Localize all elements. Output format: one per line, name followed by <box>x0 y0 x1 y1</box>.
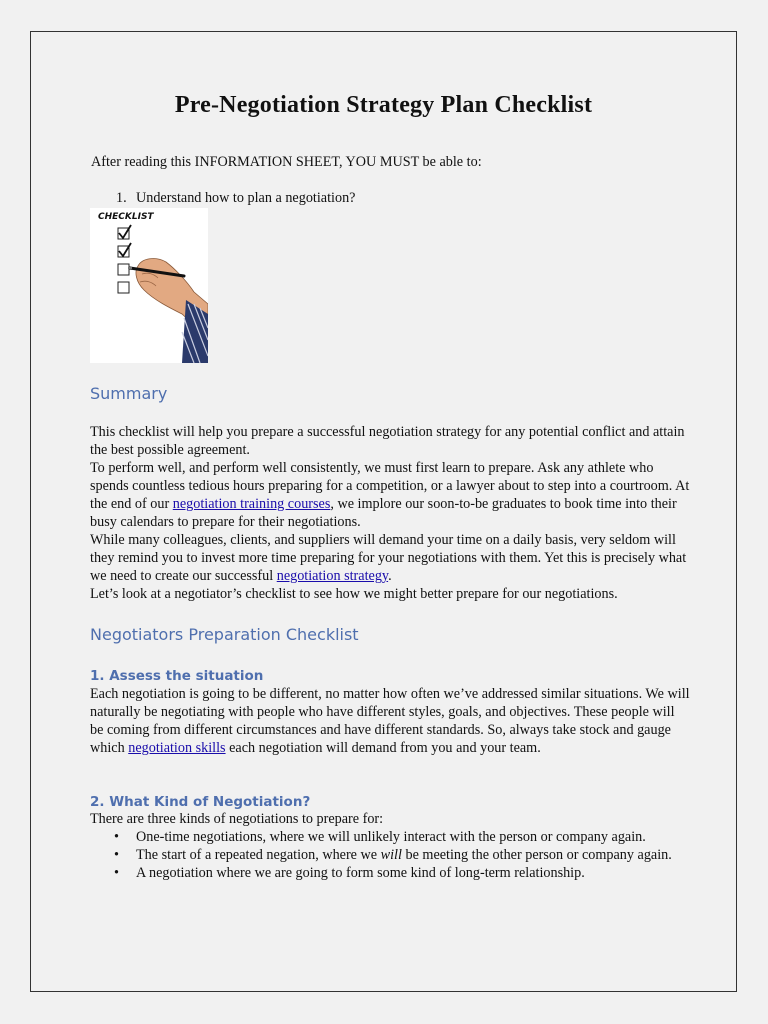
objective-text: Understand how to plan a negotiation? <box>136 190 356 206</box>
bullet-icon: • <box>114 829 119 845</box>
summary-paragraph: Let’s look at a negotiator’s checklist to see how we might better prepare for our negotiations. <box>90 586 618 602</box>
checklist-heading: Negotiators Preparation Checklist <box>90 625 359 644</box>
summary-heading: Summary <box>90 384 168 403</box>
assess-paragraph: Each negotiation is going to be different, no matter how often we’ve addressed similar situations. We will naturally be negotiating with people who have different styles, goals, and objectives. These people will be coming from different circumstances and have different standards. So, always take stock and gauge which negotiation skills each negotiation will demand from you and your team. <box>90 686 690 756</box>
bullet-icon: • <box>114 865 119 881</box>
kinds-intro: There are three kinds of negotiations to prepare for: <box>90 811 384 827</box>
section-heading-assess: 1. Assess the situation <box>90 668 264 684</box>
summary-paragraph: While many colleagues, clients, and suppliers will demand your time on a daily basis, very seldom will they remind you to invest more time preparing for your negotiations with them. Yet this is precisely what we need to create our successful negotiation strategy. <box>90 532 687 584</box>
negotiation-skills-link[interactable]: negotiation skills <box>128 740 226 756</box>
negotiation-strategy-link[interactable]: negotiation strategy <box>276 568 389 584</box>
summary-paragraph: To perform well, and perform well consistently, we must first learn to prepare. Ask any athlete who spends countless tedious hours preparing for a competition, or a lawyer about to step into a courtroom. At the end of our negotiation training courses, we implore our soon-to-be graduates to book time into their busy calendars to prepare for their negotiations. <box>90 460 690 530</box>
section-heading-kind: 2. What Kind of Negotiation? <box>90 794 311 810</box>
summary-paragraph: This checklist will help you prepare a successful negotiation strategy for any potential conflict and attain the best possible agreement. <box>90 424 685 458</box>
hand-with-pen-icon <box>128 259 208 363</box>
checklist-image-label: CHECKLIST <box>98 212 154 222</box>
intro-text: After reading this INFORMATION SHEET, YOU MUST be able to: <box>91 154 482 170</box>
bullet-icon: • <box>114 847 119 863</box>
page-title: Pre-Negotiation Strategy Plan Checklist <box>174 92 593 118</box>
negotiation-kinds-list <box>90 828 690 882</box>
objective-number: 1. <box>116 190 127 206</box>
objective-item <box>116 189 355 207</box>
checklist-illustration <box>90 208 208 363</box>
summary-section <box>90 423 690 603</box>
list-item: • One-time negotiations, where we will unlikely interact with the person or company again. <box>114 829 646 845</box>
list-item: • The start of a repeated negation, where we will be meeting the other person or company again. <box>114 847 672 863</box>
document-page <box>30 31 737 992</box>
list-item: • A negotiation where we are going to form some kind of long-term relationship. <box>114 865 585 881</box>
negotiation-training-courses-link[interactable]: negotiation training courses <box>172 496 331 512</box>
